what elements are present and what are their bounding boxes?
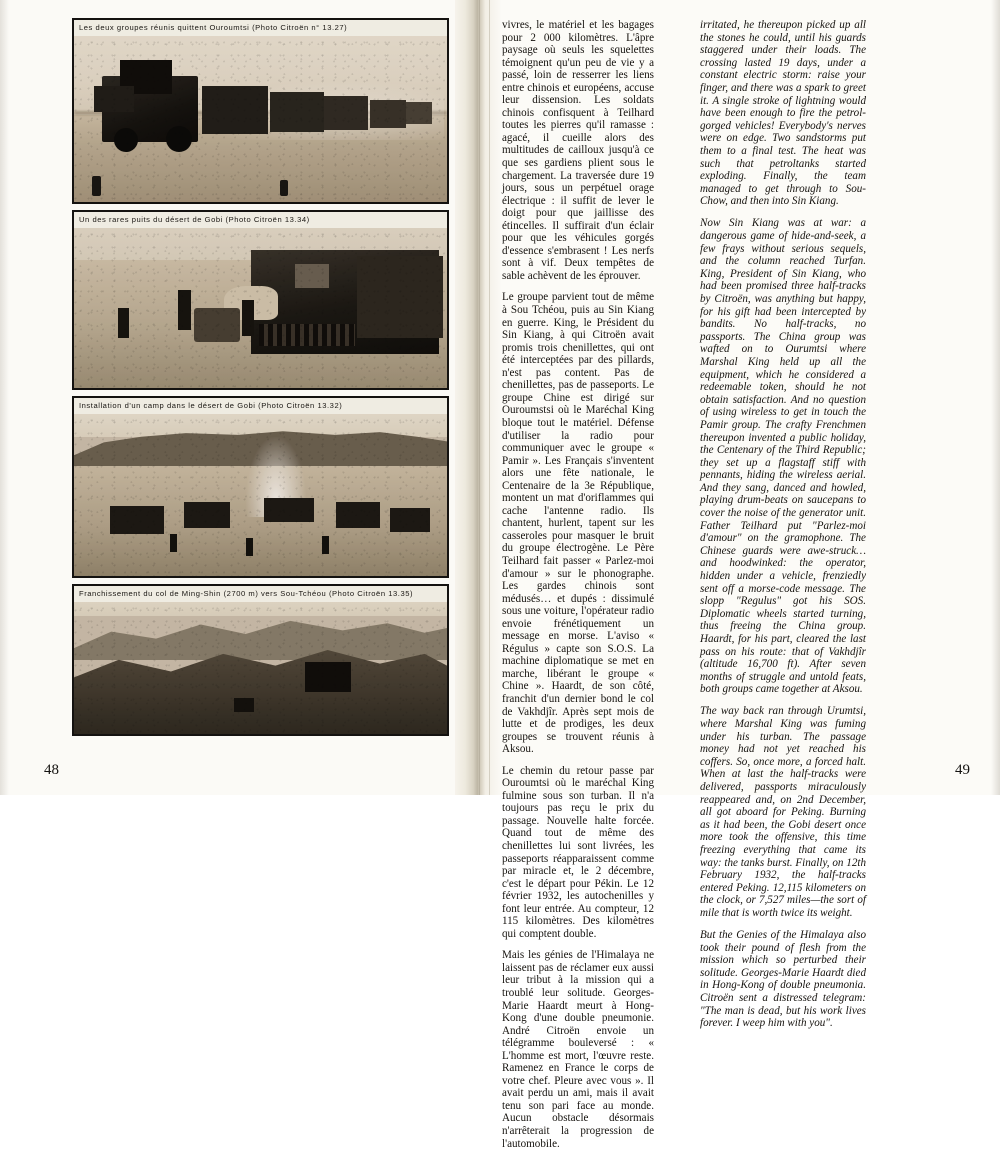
camp-vehicle-2 bbox=[184, 502, 230, 528]
page-number-left: 48 bbox=[44, 762, 59, 778]
photo-column bbox=[72, 18, 449, 742]
vehicle-3 bbox=[270, 92, 324, 132]
figure-distant bbox=[118, 308, 129, 338]
book-gutter bbox=[455, 0, 501, 795]
french-paragraph-3: Le chemin du retour passe par Ouroumtsi où le maréchal King fulmine sous son turban. Il n'a toujours pas reçu le prix du passage. Nouvelle halte forcée. Quand tout de même des chenillettes lui sont livrées, les passeports réapparaissent comme par miracle et, le 2 décembre, c'est le départ pour Pékin. Le 12 février 1932, les autochenilles y font leur entrée. Au compteur, 12 115 kilomètres. Des kilomètres qui comptent double. bbox=[502, 764, 654, 940]
english-paragraph-1: irritated, he thereupon picked up all the stones he could, until his guards staggered under their loads. The crossing lasted 19 days, under a constant electric storm: raise your finger, and there was a spark to greet it. A single stroke of lightning would have been enough to fire the petrol-gorged vehicles! Everybody's nerves were on edge. Two sandstorms put them to a final test. The heat was such that petroltanks started exploding. Finally, the team managed to get through to Sou-Chow, and then into Sin Kiang. bbox=[700, 19, 866, 208]
vehicle-4 bbox=[324, 96, 368, 130]
camp-figure-3 bbox=[322, 536, 329, 554]
desert-well bbox=[194, 308, 240, 342]
left-page-edge-shadow bbox=[0, 0, 9, 795]
photo-caption: Un des rares puits du désert de Gobi (Photo Citroën 13.34) bbox=[74, 212, 447, 228]
gutter-fold-line bbox=[479, 0, 480, 795]
vehicle-1-hood bbox=[94, 86, 134, 112]
figure-beside-camel bbox=[242, 300, 254, 336]
english-paragraph-2: Now Sin Kiang was at war: a dangerous game of hide-and-seek, a few frays without serious sequels, and the column reached Turfan. King, President of Sin Kiang, who had been promised three half-tracks by Citroën, was anything but happy, for his gift had been intercepted by bandits. No half-tracks, no passports. The China group was wafted on to Ourumtsi where Marshal King held up all the equipment, which he considered a redeemable token, should he not obtain satisfaction. And no question of using wireless to get in touch the Pamir group. The crafty Frenchmen thereupon invented a public holiday, the Centenary of the Third Republic; they set up a flagstaff stiff with pennants, hiding the wireless aerial. And they sang, danced and howled, playing drum-beats on saucepans to cover the noise of the generator unit. Father Teilhard put "Parlez-moi d'amour" on the gramophone. The Chinese guards were awe-struck… and hoodwinked: the operator, hidden under a vehicle, frenziedly sent off a morse-code message. The slopp "Regulus" got his SOS. Diplomatic wheels started turning, thus freeing the China group. Haardt, for his part, cleared the last pass on his route: that of Vakhdjîr (altitude 16,700 ft). After seven months of struggle and untold feats, both groups came together at Aksou. bbox=[700, 217, 866, 696]
photo-convoy-ouroumtsi bbox=[72, 18, 449, 204]
halftrack-on-pass bbox=[305, 662, 351, 692]
english-text-column bbox=[700, 19, 866, 1039]
camp-figure-1 bbox=[170, 534, 177, 552]
english-paragraph-3: The way back ran through Urumtsi, where Marshal King was fuming under his turban. The passage money had not yet reached his coffers. So, once more, a forced halt. When at last the half-tracks were delivered, passports miraculously reappeared and, on 2nd December, all got aboard for Peking. Burning as it had been, the Gobi desert once more took the offensive, this time freezing everything that came its way: the tanks burst. Finally, on 12th February 1932, the half-tracks entered Peking. 12,115 kilometers on the clock, or 7,527 miles—the sort of mile that is worth twice its weight. bbox=[700, 705, 866, 919]
vehicle-5 bbox=[370, 100, 406, 128]
photo-3-scene bbox=[74, 398, 447, 576]
distant-vehicle bbox=[234, 698, 254, 712]
photo-caption: Les deux groupes réunis quittent Ouroumtsi (Photo Citroën n° 13.27) bbox=[74, 20, 447, 36]
french-paragraph-1: vivres, le matériel et les bagages pour 2 000 kilomètres. L'âpre paysage où seuls les squelettes témoignent qu'un peu de vie y a passé, loin de resserrer les liens entre chinois et européens, accuse leur dissension. Les soldats chinois confisquent à Teilhard toutes les pierres qu'il ramasse : agacé, il cueille alors des multitudes de cailloux jusqu'à ce que ses gardiens plient sous le chargement. La traversée dure 19 jours, sous un perpétuel orage électrique : il suffit de lever le doigt pour que jaillisse des étincelles. Il suffirait d'un éclair pour que les véhicules gorgés d'essence s'embrasent ! Les nerfs sont à vif. Deux tempêtes de sable achèvent de les éprouver. bbox=[502, 19, 654, 282]
photo-ming-shin-pass bbox=[72, 584, 449, 736]
vehicle-1-front-wheel bbox=[114, 128, 138, 152]
photo-gobi-well bbox=[72, 210, 449, 390]
camp-figure-2 bbox=[246, 538, 253, 556]
figure-2 bbox=[280, 180, 288, 196]
vehicle-2 bbox=[202, 86, 268, 134]
camp-vehicle-5 bbox=[390, 508, 430, 532]
photo-1-scene bbox=[74, 20, 447, 202]
photo-2-scene bbox=[74, 212, 447, 388]
cab-window bbox=[295, 264, 329, 288]
photo-caption: Franchissement du col de Ming-Shin (2700 m) vers Sou-Tchéou (Photo Citroën 13.35) bbox=[74, 586, 447, 602]
camp-vehicle-4 bbox=[336, 502, 380, 528]
camp-vehicle-1 bbox=[110, 506, 164, 534]
gutter-edge-line bbox=[489, 0, 490, 795]
figure-1 bbox=[92, 176, 101, 196]
camp-vehicle-3 bbox=[264, 498, 314, 522]
trailer-crates bbox=[357, 256, 443, 338]
photo-gobi-camp bbox=[72, 396, 449, 578]
photo-caption: Installation d'un camp dans le désert de Gobi (Photo Citroën 13.32) bbox=[74, 398, 447, 414]
french-paragraph-2: Le groupe parvient tout de même à Sou Tchéou, puis au Sin Kiang en guerre. King, le Président du Sin Kiang, à qui Citroën avait promis trois chenillettes, qui ont été interceptées par des pillards, n'est pas content. Pas de chenillettes, pas de passeports. Le groupe Chine est dirigé sur Ouroumstsi où le Maréchal King bloque tout le matériel. Défense d'utiliser la radio pour communiquer avec le groupe « Pamir ». Les Français s'inventent alors une fête nationale, le Centenaire de la 3e République, montent un mat d'oriflammes qui cache l'antenne radio. Ils chantent, hurlent, tapent sur les casseroles pour masquer le bruit du groupe électrogène. Le Père Teilhard fait passer « Parlez-moi d'amour » sur le phonographe. Les gardes chinois sont médusés… et dupés : dissimulé sous une voiture, l'opérateur radio envoie frénétiquement un message en morse. L'aviso « Régulus » capte son S.O.S. La machine diplomatique se met en marche, libérant le groupe « Chine ». Haardt, de son côté, franchit d'un dernier bond le col de Vakhdjîr. Après sept mois de lutte et de prodiges, les deux groupes se trouvent réunis à Aksou. bbox=[502, 291, 654, 756]
figure-at-well bbox=[178, 290, 191, 330]
right-page-edge-shadow bbox=[991, 0, 1000, 795]
french-text-column bbox=[502, 19, 654, 1159]
photo-4-scene bbox=[74, 586, 447, 734]
english-paragraph-4: But the Genies of the Himalaya also took their pound of flesh from the mission which so perturbed their solitude. Georges-Marie Haardt died in Hong-Kong of double pneumonia. Citroën sent a distressed telegram: "The man is dead, but his work lives forever. I weep him with you". bbox=[700, 929, 866, 1030]
page-number-right: 49 bbox=[955, 762, 970, 778]
french-paragraph-4: Mais les génies de l'Himalaya ne laissent pas de réclamer eux aussi leur tribut à la mission qui a troublé leur solitude. Georges-Marie Haardt meurt à Hong-Kong d'une double pneumonie. André Citroën envoie un télégramme bouleversé : « L'homme est mort, l'œuvre reste. Ramenez en France le corps de votre chef. Pleure avec vous ». Il avait perdu un ami, mais il avait tenu son pari face au monde. Aucun obstacle désormais n'arrêterait la progression de l'automobile. bbox=[502, 949, 654, 1150]
vehicle-6 bbox=[406, 102, 432, 124]
caterpillar-track bbox=[259, 324, 355, 346]
vehicle-1-rear-wheel bbox=[166, 126, 192, 152]
